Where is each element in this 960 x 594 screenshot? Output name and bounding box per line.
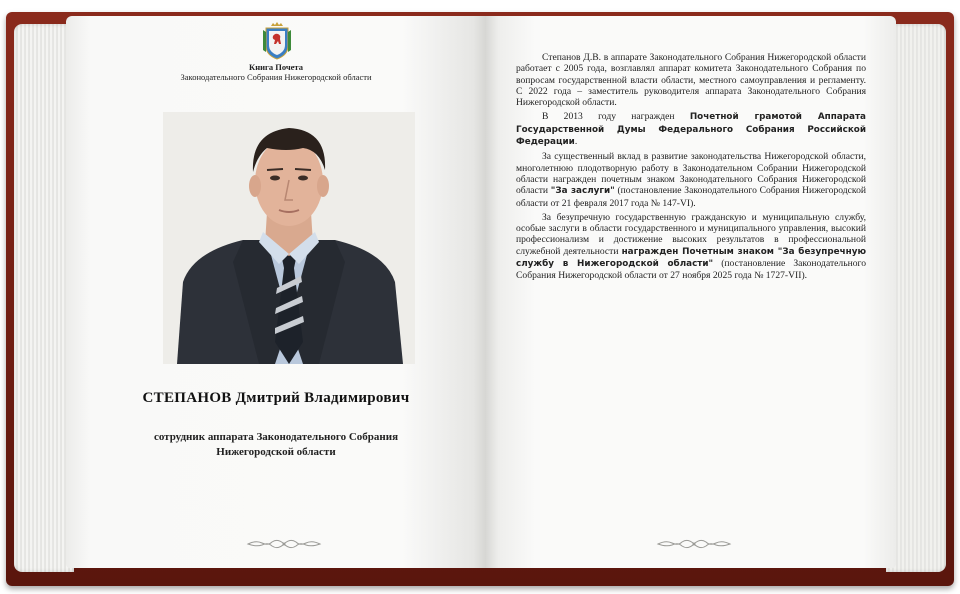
bio-p2-end: . [574,136,578,148]
bio-paragraph-4 [516,212,866,282]
bio-p2-text: В 2013 году награжден [542,111,690,123]
biography-text [516,52,866,285]
bio-p4-award: награжден Почетным знаком "За безупречную службу в Нижегородской области" [516,246,867,270]
bio-paragraph-2 [516,111,866,148]
bio-p3-award: "За заслуги" [550,186,615,197]
book-title-line2: Законодательного Собрания Нижегородской области [180,72,372,82]
ornament-flourish-icon [244,537,324,551]
right-page [486,16,896,568]
bio-paragraph-1: Степанов Д.В. в аппарате Законодательного Собрания Нижегородской области работает с 2005 года, возглавлял аппарат комитета Законодательного Собрания по вопросам государственной власти области, местного самоуправления и регламенту. С 2022 года – заместитель руководителя аппарата Законодательного Собрания Нижегородской области. [516,52,866,109]
bio-p3-text: За существенный вклад в развитие законодательства Нижегородской области, многолетнюю плодотворную работу в Законодательном Собрании Нижегородской области награжден почетным знаком Законодательного Собрания Нижегородской области [516,151,866,197]
nizhny-novgorod-coat-of-arms-icon [262,22,292,60]
bio-p2-award: Почетной грамотой Аппарата Государственной Думы Федерального Собрания Российской Федерации [516,112,866,148]
bio-p4-end: (постановление Законодательного Собрания Нижегородской области от 27 ноября 2025 года № 1727-VII). [516,258,866,282]
book-title-line1: Книга Почета [249,62,303,72]
bio-p3-end: (постановление Законодательного Собрания Нижегородской области от 21 февраля 2017 года № 147-VI). [516,185,867,209]
bio-paragraph-3 [516,151,866,208]
person-name: СТЕПАНОВ Дмитрий Владимирович [142,390,410,406]
person-role: сотрудник аппарата Законодательного Собрания Нижегородской области [153,431,399,458]
book-title [66,62,486,82]
open-book [6,12,954,586]
portrait-illustration [163,112,415,364]
ornament-flourish-icon [654,537,734,551]
page-stack-left [14,24,74,572]
left-page [66,16,486,568]
bio-p4-text: За безупречную государственную гражданскую и муниципальную службу, особые заслуги в области государственного и муниципального управления, высокий профессионализм и достижение высоких результатов в профессиональной служебной деятельности [516,211,866,257]
portrait-photo [163,112,415,364]
